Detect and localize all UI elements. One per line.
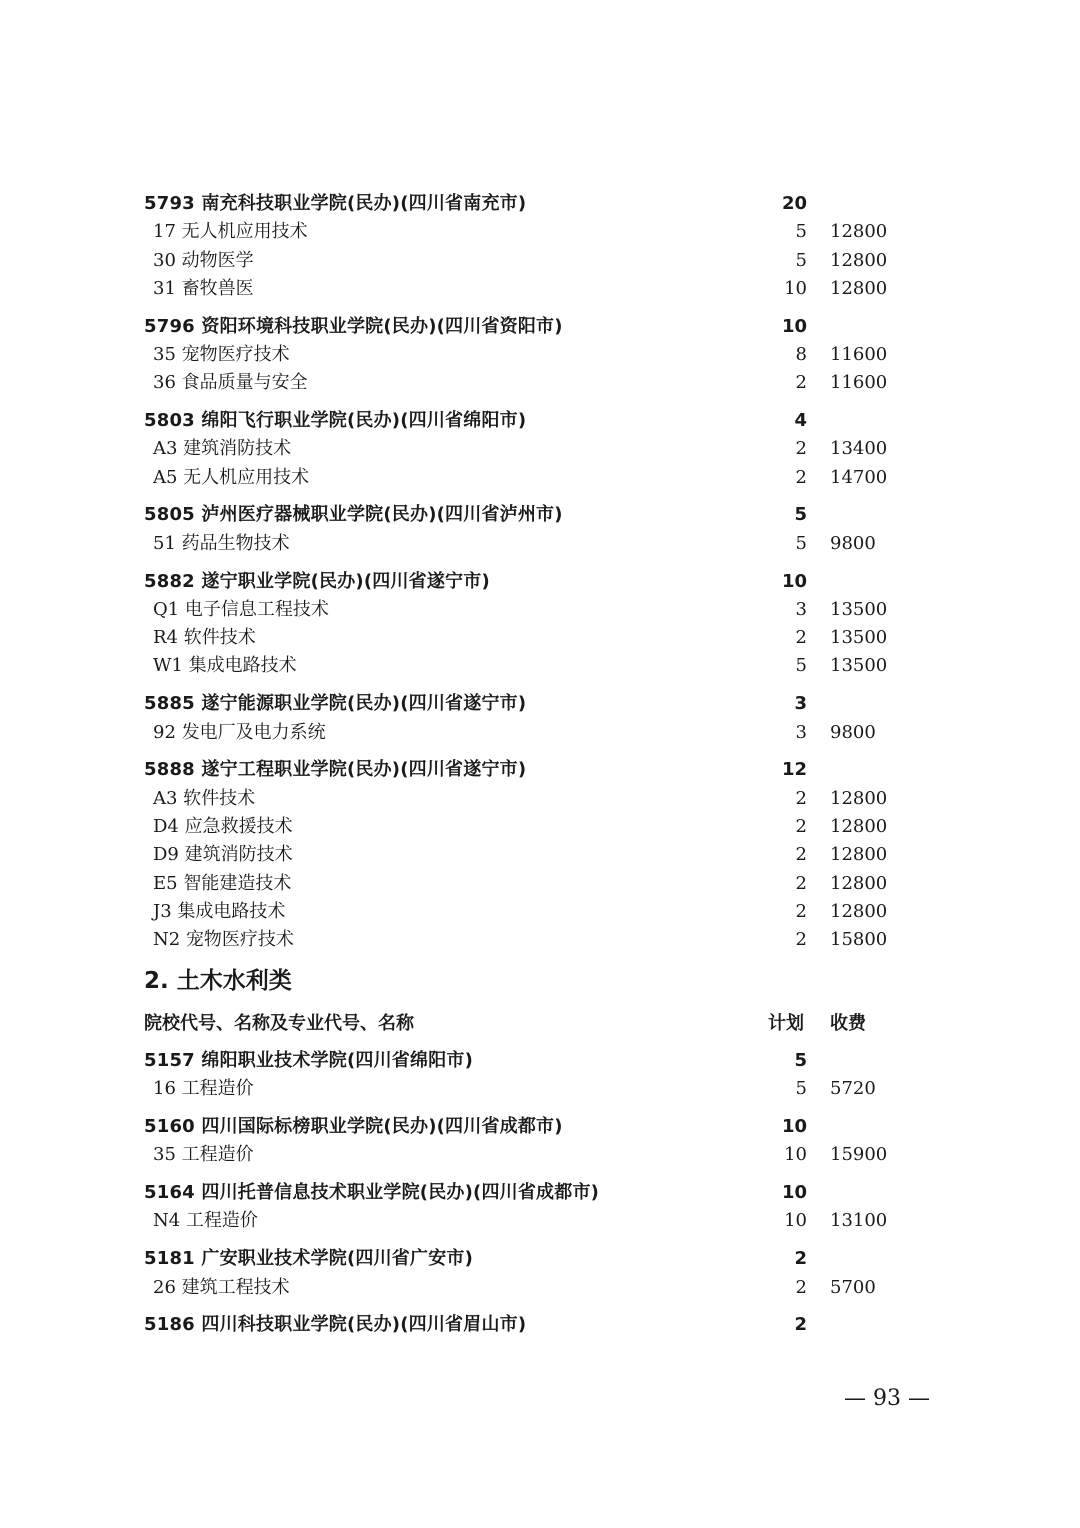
major-plan: 2 xyxy=(795,844,807,866)
major-plan: 2 xyxy=(795,900,807,922)
school-row xyxy=(0,568,1080,596)
major-fee: 13500 xyxy=(830,598,888,620)
major-row xyxy=(0,898,1080,926)
school-name: 5803 绵阳飞行职业学院(民办)(四川省绵阳市) xyxy=(144,410,527,432)
major-name: N2 宠物医疗技术 xyxy=(153,929,294,951)
category-title: 2. 土木水利类 xyxy=(144,968,292,994)
school-plan: 2 xyxy=(794,1314,807,1336)
major-fee: 5720 xyxy=(830,1078,876,1100)
school-plan: 10 xyxy=(781,1116,807,1138)
major-fee: 9800 xyxy=(830,721,876,743)
major-plan: 2 xyxy=(795,438,807,460)
major-row xyxy=(0,841,1080,869)
school-plan: 20 xyxy=(781,193,807,214)
school-gap xyxy=(0,1170,1080,1180)
major-fee: 9800 xyxy=(830,532,876,554)
major-name: W1 集成电路技术 xyxy=(153,655,297,677)
school-row xyxy=(0,501,1080,529)
school-gap xyxy=(0,492,1080,502)
major-plan: 5 xyxy=(795,221,807,243)
school-name: 5164 四川托普信息技术职业学院(民办)(四川省成都市) xyxy=(144,1182,600,1204)
school-row xyxy=(0,1245,1080,1273)
page-number: — 93 — xyxy=(844,1386,930,1411)
major-fee: 15900 xyxy=(830,1144,888,1166)
school-gap xyxy=(0,1104,1080,1114)
major-name: J3 集成电路技术 xyxy=(153,900,286,922)
school-name: 5186 四川科技职业学院(民办)(四川省眉山市) xyxy=(144,1314,527,1336)
school-plan: 4 xyxy=(794,410,807,432)
major-name: 36 食品质量与安全 xyxy=(153,372,308,394)
major-row xyxy=(0,785,1080,813)
major-name: A3 软件技术 xyxy=(153,787,256,809)
major-row xyxy=(0,464,1080,492)
school-row xyxy=(0,313,1080,341)
major-fee: 5700 xyxy=(830,1276,876,1298)
major-fee: 13100 xyxy=(830,1210,888,1232)
major-plan: 10 xyxy=(784,277,807,299)
school-row xyxy=(0,1047,1080,1075)
school-gap xyxy=(0,1236,1080,1246)
major-fee: 15800 xyxy=(830,929,888,951)
major-name: 31 畜牧兽医 xyxy=(153,277,254,299)
major-row xyxy=(0,435,1080,463)
major-plan: 2 xyxy=(795,372,807,394)
major-row xyxy=(0,369,1080,397)
major-name: 35 工程造价 xyxy=(153,1144,254,1166)
major-plan: 5 xyxy=(795,1078,807,1100)
major-plan: 3 xyxy=(795,721,807,743)
major-row xyxy=(0,624,1080,652)
major-name: D9 建筑消防技术 xyxy=(153,844,293,866)
major-fee: 12800 xyxy=(830,844,888,866)
major-plan: 2 xyxy=(795,787,807,809)
school-name: 5157 绵阳职业技术学院(四川省绵阳市) xyxy=(144,1050,474,1071)
major-row xyxy=(0,596,1080,624)
major-row xyxy=(0,1075,1080,1103)
major-row xyxy=(0,1207,1080,1235)
school-gap xyxy=(0,681,1080,691)
school-name: 5160 四川国际标榜职业学院(民办)(四川省成都市) xyxy=(144,1116,563,1138)
major-row xyxy=(0,1141,1080,1169)
major-row xyxy=(0,275,1080,303)
column-header-fee: 收费 xyxy=(830,1013,866,1034)
major-fee: 12800 xyxy=(830,900,888,922)
major-plan: 8 xyxy=(795,343,807,365)
major-plan: 5 xyxy=(795,532,807,554)
major-plan: 5 xyxy=(795,655,807,677)
major-fee: 11600 xyxy=(830,343,888,365)
school-gap xyxy=(0,1302,1080,1312)
major-fee: 12800 xyxy=(830,815,888,837)
major-plan: 10 xyxy=(784,1210,807,1232)
major-fee: 12800 xyxy=(830,221,888,243)
major-row xyxy=(0,247,1080,275)
major-name: 92 发电厂及电力系统 xyxy=(153,721,326,743)
major-plan: 2 xyxy=(795,929,807,951)
major-name: R4 软件技术 xyxy=(153,627,256,649)
school-row xyxy=(0,190,1080,218)
major-row xyxy=(0,218,1080,246)
major-fee: 12800 xyxy=(830,277,888,299)
school-plan: 5 xyxy=(794,504,807,526)
school-name: 5885 遂宁能源职业学院(民办)(四川省遂宁市) xyxy=(144,693,527,715)
major-name: N4 工程造价 xyxy=(153,1210,258,1232)
major-plan: 2 xyxy=(795,627,807,649)
major-fee: 13500 xyxy=(830,627,888,649)
section-two-list xyxy=(0,1047,1080,1340)
major-plan: 2 xyxy=(795,1276,807,1298)
major-fee: 12800 xyxy=(830,872,888,894)
major-row xyxy=(0,341,1080,369)
school-plan: 10 xyxy=(781,1182,807,1204)
major-plan: 2 xyxy=(795,466,807,488)
major-row xyxy=(0,719,1080,747)
major-fee: 13400 xyxy=(830,438,888,460)
major-plan: 5 xyxy=(795,249,807,271)
major-name: 26 建筑工程技术 xyxy=(153,1276,290,1298)
major-fee: 12800 xyxy=(830,249,888,271)
column-header xyxy=(0,1010,1080,1038)
school-row xyxy=(0,407,1080,435)
major-name: 35 宠物医疗技术 xyxy=(153,343,290,365)
major-fee: 13500 xyxy=(830,655,888,677)
major-name: 16 工程造价 xyxy=(153,1078,254,1100)
school-plan: 10 xyxy=(781,570,807,592)
major-row xyxy=(0,530,1080,558)
major-row xyxy=(0,1274,1080,1302)
school-name: 5888 遂宁工程职业学院(民办)(四川省遂宁市) xyxy=(144,759,527,781)
school-name: 5796 资阳环境科技职业学院(民办)(四川省资阳市) xyxy=(144,315,563,337)
school-row xyxy=(0,1113,1080,1141)
school-name: 5882 遂宁职业学院(民办)(四川省遂宁市) xyxy=(144,570,490,592)
school-row xyxy=(0,690,1080,718)
major-plan: 3 xyxy=(795,598,807,620)
major-row xyxy=(0,870,1080,898)
major-name: 51 药品生物技术 xyxy=(153,532,290,554)
major-name: A3 建筑消防技术 xyxy=(153,438,292,460)
school-plan: 12 xyxy=(781,759,807,781)
column-header-name: 院校代号、名称及专业代号、名称 xyxy=(144,1013,414,1034)
school-row xyxy=(0,756,1080,784)
school-plan: 10 xyxy=(781,315,807,337)
major-name: A5 无人机应用技术 xyxy=(153,466,310,488)
major-name: D4 应急救援技术 xyxy=(153,815,293,837)
school-row xyxy=(0,1311,1080,1339)
school-gap xyxy=(0,303,1080,313)
major-name: Q1 电子信息工程技术 xyxy=(153,598,329,620)
major-row xyxy=(0,813,1080,841)
school-name: 5181 广安职业技术学院(四川省广安市) xyxy=(144,1248,474,1270)
school-plan: 2 xyxy=(794,1248,807,1270)
school-name: 5805 泸州医疗器械职业学院(民办)(四川省泸州市) xyxy=(144,504,563,526)
major-name: E5 智能建造技术 xyxy=(153,872,292,894)
school-row xyxy=(0,1179,1080,1207)
school-gap xyxy=(0,558,1080,568)
major-plan: 10 xyxy=(784,1144,807,1166)
major-fee: 12800 xyxy=(830,787,888,809)
major-row xyxy=(0,926,1080,954)
major-fee: 14700 xyxy=(830,466,888,488)
school-plan: 3 xyxy=(794,693,807,715)
major-name: 30 动物医学 xyxy=(153,249,254,271)
school-plan: 5 xyxy=(794,1050,807,1071)
major-plan: 2 xyxy=(795,872,807,894)
major-name: 17 无人机应用技术 xyxy=(153,221,308,243)
section-one-list xyxy=(0,190,1080,954)
school-gap xyxy=(0,747,1080,757)
school-gap xyxy=(0,398,1080,408)
major-fee: 11600 xyxy=(830,372,888,394)
column-header-plan: 计划 xyxy=(768,1013,804,1034)
major-row xyxy=(0,652,1080,680)
major-plan: 2 xyxy=(795,815,807,837)
school-name: 5793 南充科技职业学院(民办)(四川省南充市) xyxy=(144,193,527,214)
